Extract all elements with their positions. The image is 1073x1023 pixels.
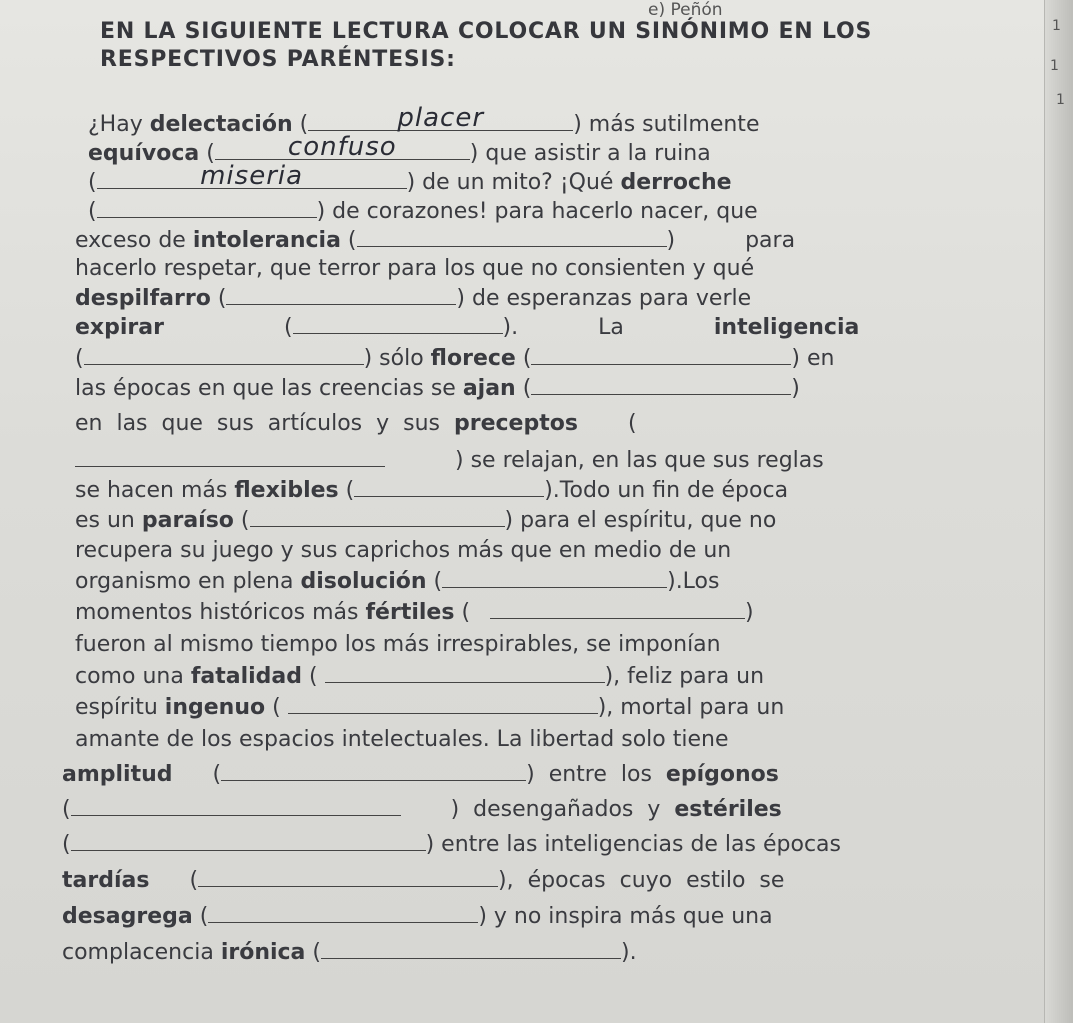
- text-line: es un paraíso ( ) para el espíritu, que no: [75, 508, 777, 533]
- page-edge: [1044, 0, 1073, 1023]
- text-line: espíritu ingenuo ( ), mortal para un: [75, 695, 785, 720]
- handwritten-answer: placer: [397, 103, 485, 133]
- answer-blank[interactable]: [97, 161, 407, 191]
- answer-blank[interactable]: [75, 446, 385, 467]
- handwritten-answer: confuso: [287, 132, 397, 162]
- text-line: ) se relajan, en las que sus reglas: [75, 446, 824, 474]
- text-line: exceso de intolerancia ( ) para: [75, 228, 796, 253]
- text-line: desagrega ( ) y no inspira más que una: [62, 904, 773, 929]
- margin-mark: 1: [1050, 58, 1059, 74]
- answer-blank[interactable]: [531, 374, 791, 395]
- text-line: ( ) desengañados y estériles: [62, 797, 782, 822]
- answer-blank[interactable]: [84, 344, 364, 365]
- answer-blank[interactable]: [354, 476, 544, 497]
- text-line: amplitud ( ) entre los epígonos: [62, 762, 779, 787]
- answer-blank[interactable]: [97, 197, 317, 218]
- margin-mark: 1: [1056, 92, 1065, 108]
- text-line: momentos históricos más fértiles ( ): [75, 600, 754, 625]
- text-line: como una fatalidad ( ), feliz para un: [75, 664, 765, 689]
- answer-blank[interactable]: [490, 598, 745, 619]
- answer-blank[interactable]: [357, 226, 667, 247]
- instructions-heading: EN LA SIGUIENTE LECTURA COLOCAR UN SINÓNIMO EN LOS RESPECTIVOS PARÉNTESIS:: [100, 19, 873, 72]
- answer-blank[interactable]: [71, 830, 426, 851]
- answer-blank[interactable]: [71, 795, 401, 816]
- text-line: complacencia irónica ( ).: [62, 940, 637, 965]
- handwritten-answer: miseria: [200, 161, 304, 191]
- answer-blank[interactable]: [293, 313, 503, 334]
- text-line: ¿Hay delectación ( placer ) más sutilmente: [88, 103, 760, 137]
- text-line: equívoca ( confuso ) que asistir a la ruina: [88, 132, 711, 166]
- text-line: ( miseria ) de un mito? ¡Qué derroche: [88, 161, 732, 195]
- answer-blank[interactable]: [208, 902, 478, 923]
- answer-blank[interactable]: [215, 132, 470, 162]
- text-line: ( ) sólo florece ( ) en: [75, 346, 835, 371]
- text-line: en las que sus artículos y sus preceptos (: [75, 411, 637, 436]
- answer-blank[interactable]: [198, 866, 498, 887]
- answer-blank[interactable]: [442, 567, 667, 588]
- text-line: ( ) entre las inteligencias de las épocas: [62, 832, 841, 857]
- answer-blank[interactable]: [325, 662, 605, 683]
- text-line: amante de los espacios intelectuales. La libertad solo tiene: [75, 727, 729, 752]
- text-line: tardías ( ), épocas cuyo estilo se: [62, 868, 785, 893]
- margin-mark: 1: [1052, 18, 1061, 34]
- text-line: las épocas en que las creencias se ajan ( ): [75, 376, 800, 401]
- text-line: despilfarro ( ) de esperanzas para verle: [75, 286, 752, 311]
- exercise-label: e) Peñón: [648, 0, 723, 20]
- text-line: expirar ( ). La inteligencia: [75, 315, 860, 340]
- text-line: fueron al mismo tiempo los más irrespirables, se imponían: [75, 632, 721, 657]
- text-line: hacerlo respetar, que terror para los que no consienten y qué: [75, 256, 755, 281]
- text-line: organismo en plena disolución ( ).Los: [75, 569, 720, 594]
- text-line: se hacen más flexibles ( ).Todo un fin de época: [75, 478, 789, 503]
- answer-blank[interactable]: [288, 693, 598, 714]
- answer-blank[interactable]: [531, 344, 791, 365]
- answer-blank[interactable]: [221, 760, 526, 781]
- answer-blank[interactable]: [250, 506, 505, 527]
- answer-blank[interactable]: [308, 103, 573, 133]
- text-line: ( ) de corazones! para hacerlo nacer, que: [88, 199, 758, 224]
- text-line: recupera su juego y sus caprichos más que en medio de un: [75, 538, 732, 563]
- answer-blank[interactable]: [226, 284, 456, 305]
- answer-blank[interactable]: [321, 938, 621, 959]
